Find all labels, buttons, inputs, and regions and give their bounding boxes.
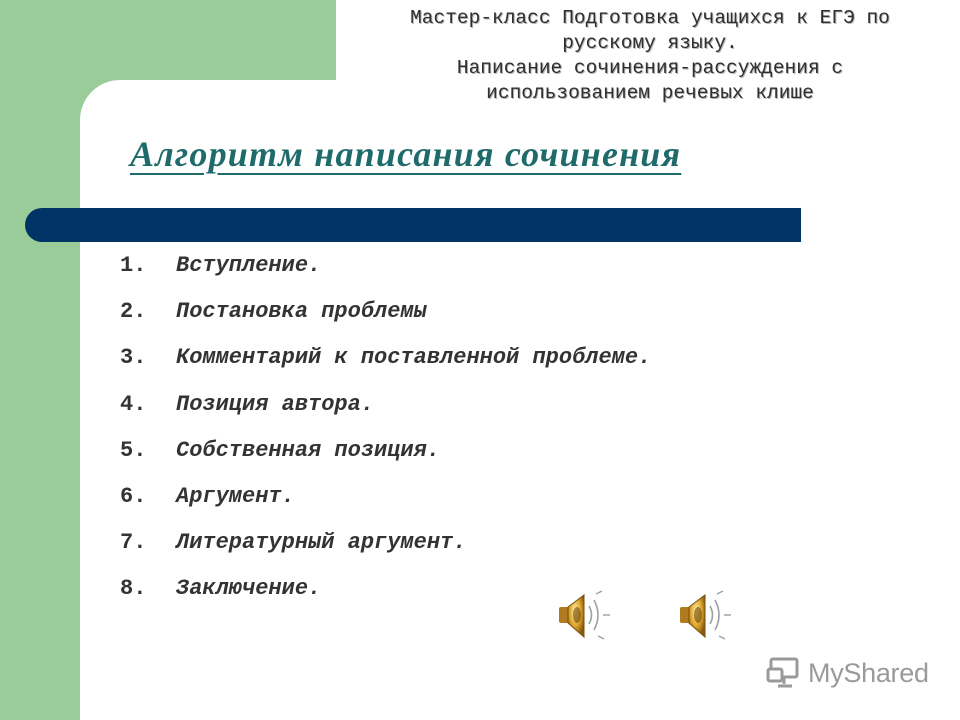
step-text: Собственная позиция. [176,437,441,463]
header-line: русскому языку. [562,32,738,54]
speaker-icon[interactable] [556,590,616,642]
step-number: 8. [120,576,147,602]
list-item [120,479,651,525]
step-number: 7. [120,530,147,556]
step-text: Позиция автора. [176,391,375,417]
list-item [120,248,651,294]
step-number: 6. [120,483,147,509]
decorative-navy-bar [25,208,801,242]
list-item [120,294,651,340]
slide-header [340,6,960,106]
monitor-logo-icon [766,657,802,689]
step-number: 4. [120,391,147,417]
step-number: 3. [120,345,147,371]
speaker-icon[interactable] [677,590,737,642]
step-text: Аргумент. [176,483,295,509]
step-text: Постановка проблемы [176,299,427,325]
step-number: 1. [120,253,147,278]
step-text: Вступление. [176,253,322,278]
header-line: использованием речевых клише [486,82,814,104]
list-item [120,387,651,433]
step-text: Комментарий к поставленной проблеме. [176,345,652,371]
list-item [120,433,651,479]
header-line: Мастер-класс Подготовка учащихся к ЕГЭ по [410,7,890,29]
list-item [120,340,651,386]
step-number: 5. [120,437,147,463]
myshared-watermark [766,655,936,691]
step-text: Литературный аргумент. [176,530,467,556]
step-number: 2. [120,299,147,325]
list-item [120,525,651,571]
algorithm-steps-list [120,248,651,618]
header-line: Написание сочинения-рассуждения с [456,57,844,79]
watermark-text: MyShared [808,658,929,688]
slide-title: Алгоритм написания сочинения [130,134,682,174]
step-text: Заключение. [176,576,322,602]
